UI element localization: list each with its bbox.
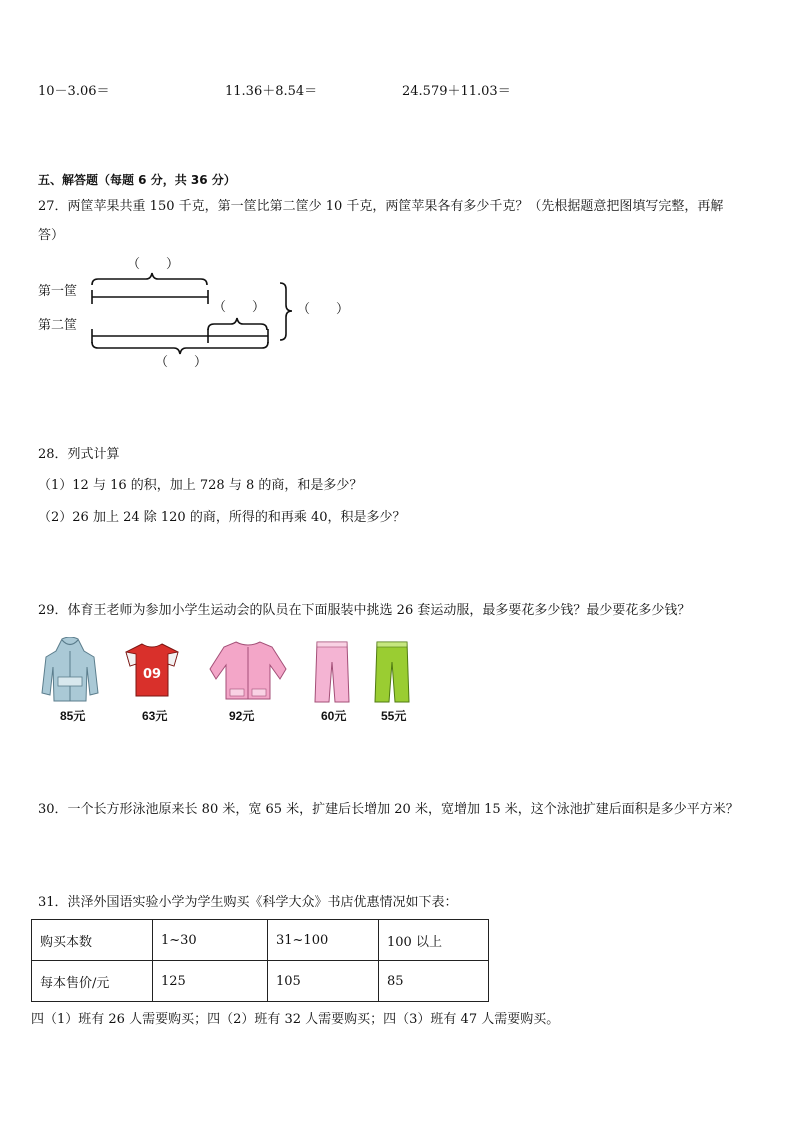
- label-second-basket: 第二筐: [38, 318, 78, 333]
- question-27-text: 27．两筐苹果共重 150 千克，第一筐比第二筐少 10 千克，两筐苹果各有多少千克？（先根据题意把图填写完整，再解: [38, 199, 724, 214]
- blank-first-basket: （ ）: [127, 257, 180, 272]
- svg-text:09: 09: [142, 667, 162, 682]
- label-first-basket: 第一筐: [38, 284, 78, 299]
- question-27-text-cont: 答）: [38, 228, 65, 243]
- calc-expression-3: 24.579＋11.03＝: [402, 84, 511, 99]
- price-hoodie: 85元: [60, 709, 86, 723]
- blank-difference: （ ）: [213, 300, 266, 315]
- t-shirt-image: [122, 642, 182, 698]
- hoodie-image: [40, 637, 100, 703]
- price-green-pants: 55元: [381, 709, 407, 723]
- question-28-part-2: （2）26 加上 24 除 120 的商，所得的和再乘 40，积是多少？: [38, 510, 406, 525]
- table-cell: 每本售价/元: [32, 961, 153, 1002]
- price-jacket: 92元: [229, 709, 255, 723]
- table-row: [32, 961, 489, 1002]
- price-t-shirt: 63元: [142, 709, 168, 723]
- table-cell: 31~100: [268, 920, 379, 961]
- question-31-text: 31．洪泽外国语实验小学为学生购买《科学大众》书店优惠情况如下表：: [38, 895, 458, 910]
- table-cell: 105: [268, 961, 379, 1002]
- blank-second-basket: （ ）: [155, 355, 208, 370]
- calc-expression-1: 10－3.06＝: [38, 84, 110, 99]
- pink-pants-image: [312, 640, 352, 704]
- table-cell: 100 以上: [379, 920, 489, 961]
- table-cell: 1~30: [153, 920, 268, 961]
- jacket-image: [208, 639, 288, 701]
- question-30-text: 30．一个长方形泳池原来长 80 米，宽 65 米，扩建后长增加 20 米，宽增加 15 米，这个泳池扩建后面积是多少平方米？: [38, 802, 739, 817]
- table-row: [32, 920, 489, 961]
- blank-total: （ ）: [297, 302, 350, 317]
- calc-expression-2: 11.36＋8.54＝: [225, 84, 318, 99]
- question-28-part-1: （1）12 与 16 的积，加上 728 与 8 的商，和是多少？: [38, 478, 363, 493]
- green-pants-image: [372, 640, 412, 704]
- table-cell: 125: [153, 961, 268, 1002]
- question-28-title: 28．列式计算: [38, 447, 120, 462]
- discount-table: [31, 919, 489, 1002]
- table-cell: 购买本数: [32, 920, 153, 961]
- section-heading: 五、解答题（每题 6 分，共 36 分）: [38, 173, 236, 187]
- price-pink-pants: 60元: [321, 709, 347, 723]
- question-31-note: 四（1）班有 26 人需要购买；四（2）班有 32 人需要购买；四（3）班有 47 人需要购买。: [31, 1012, 560, 1027]
- table-cell: 85: [379, 961, 489, 1002]
- question-29-text: 29．体育王老师为参加小学生运动会的队员在下面服装中挑选 26 套运动服，最多要花多少钱？最少要花多少钱？: [38, 603, 691, 618]
